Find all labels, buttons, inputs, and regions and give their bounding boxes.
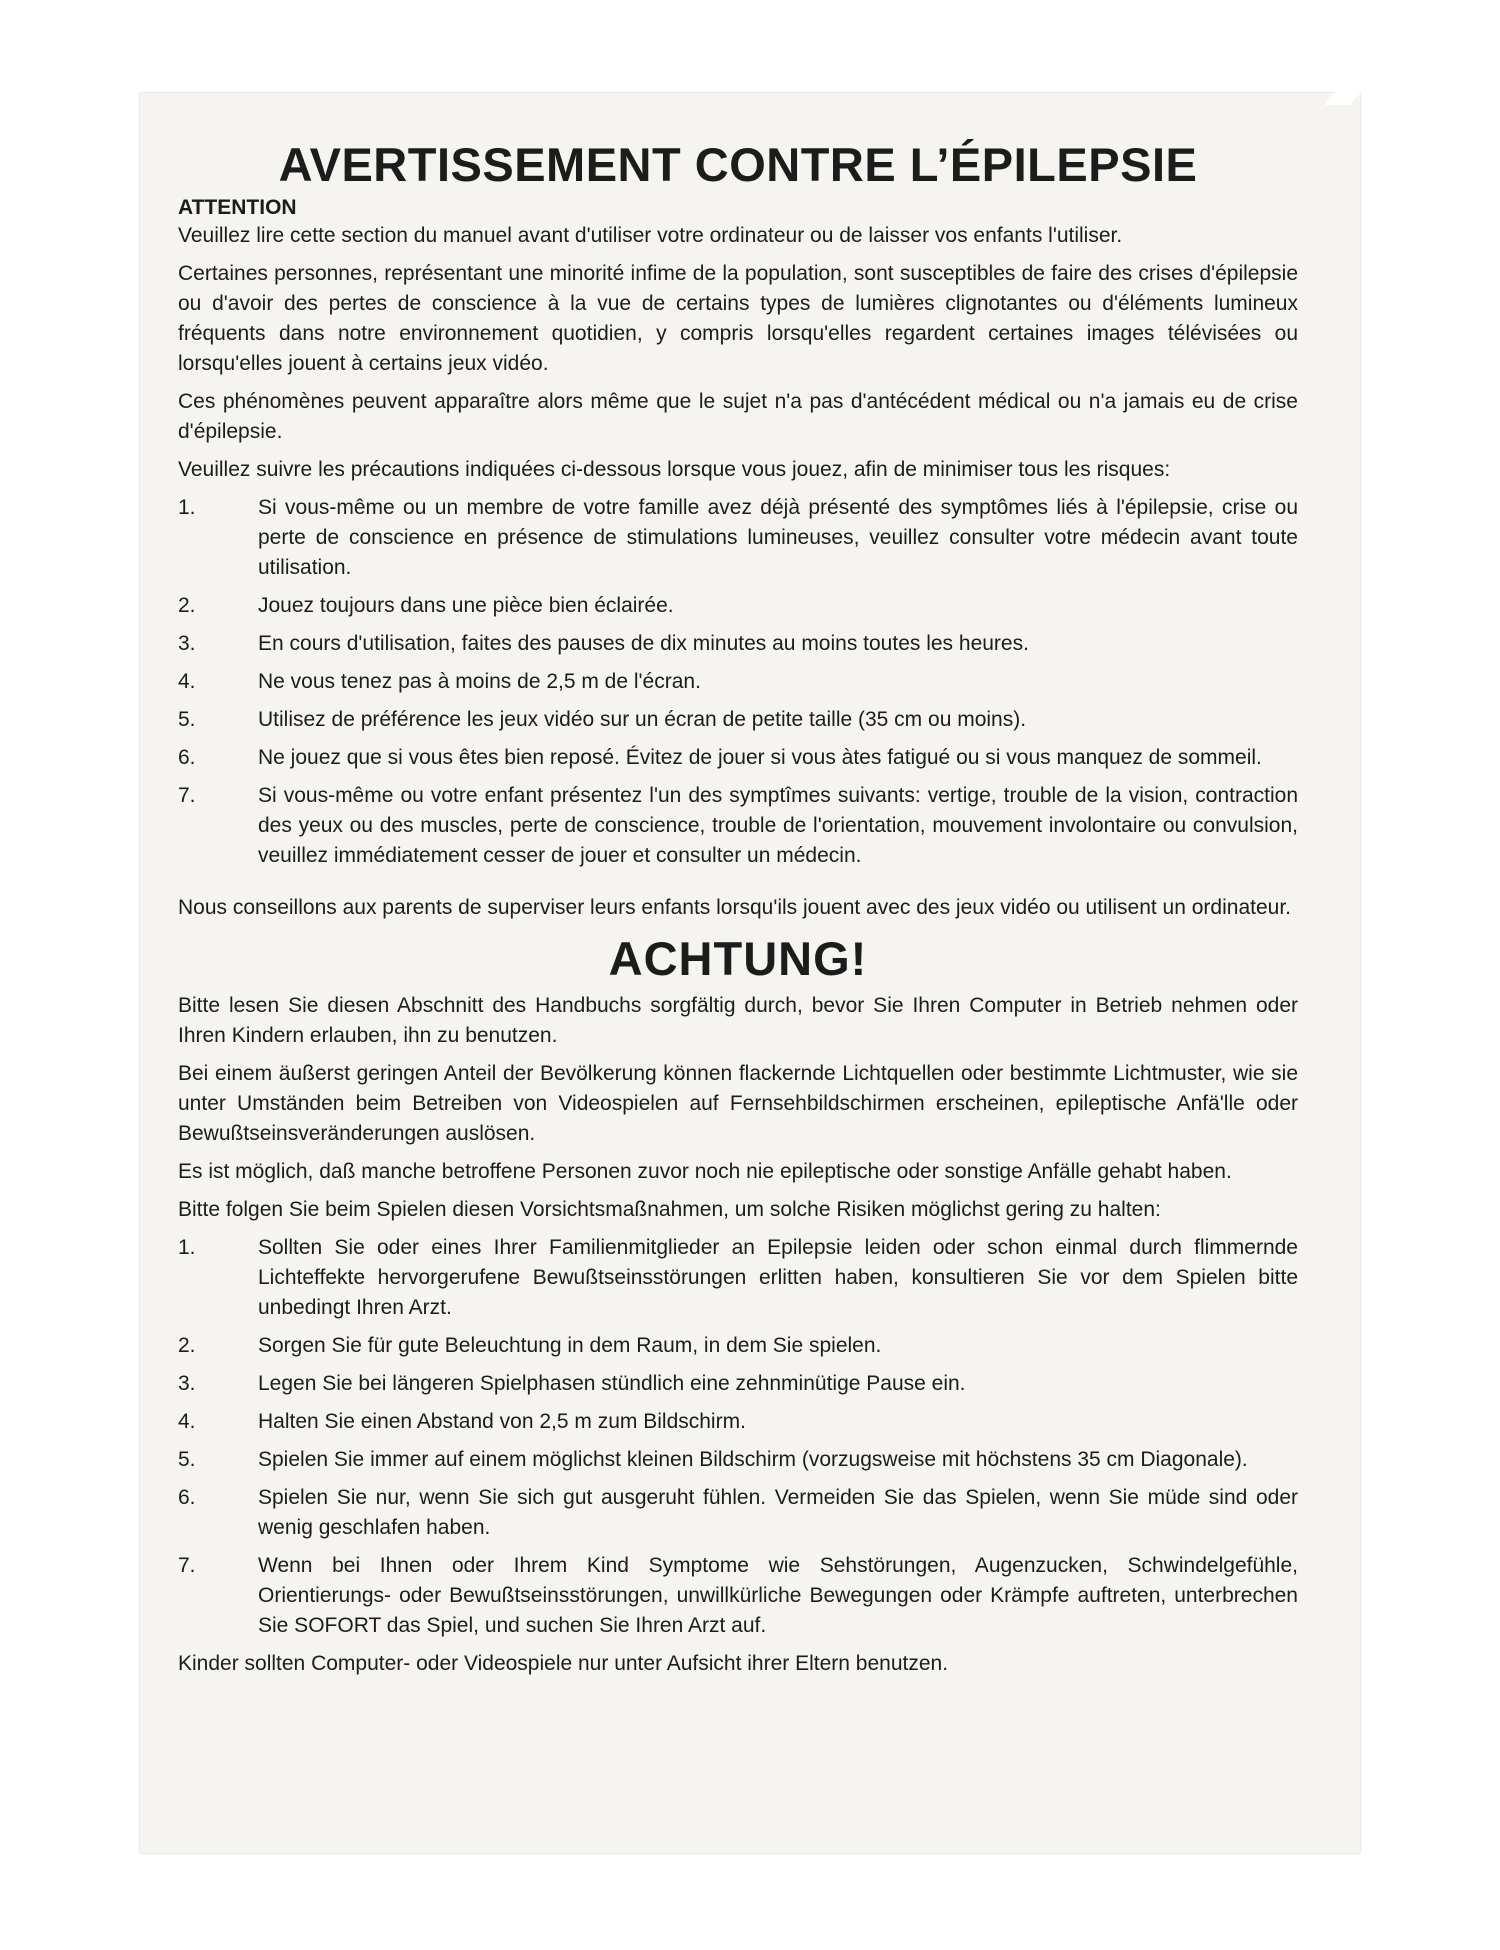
list-item bbox=[178, 667, 1298, 697]
list-item-number: 4. bbox=[178, 1410, 196, 1433]
list-item-number: 5. bbox=[178, 708, 196, 731]
list-item bbox=[178, 781, 1298, 871]
list-item-number: 2. bbox=[178, 1334, 196, 1357]
list-item-number: 5. bbox=[178, 1448, 196, 1471]
french-paragraph-3: Ces phénomènes peuvent apparaître alors même que le sujet n'a pas d'antécédent médical ou n'a jamais eu de crise d'épilepsie. bbox=[178, 390, 1298, 443]
list-item-text: Ne jouez que si vous êtes bien reposé. Évitez de jouer si vous àtes fatigué ou si vous manquez de sommeil. bbox=[258, 746, 1262, 769]
list-item-text: Sollten Sie oder eines Ihrer Familienmitglieder an Epilepsie leiden oder schon einmal durch flimmernde Lichteffekte hervorgerufene Bewußtseinsstörungen erlitten haben, konsultieren Sie vor dem Spielen bitte unbedingt Ihren Arzt. bbox=[258, 1236, 1298, 1319]
french-paragraph-1: Veuillez lire cette section du manuel avant d'utiliser votre ordinateur ou de laisser vos enfants l'utiliser. bbox=[178, 224, 1123, 247]
list-item-number: 2. bbox=[178, 594, 196, 617]
list-item-number: 3. bbox=[178, 632, 196, 655]
list-item bbox=[178, 493, 1298, 583]
german-title: ACHTUNG! bbox=[608, 932, 868, 985]
list-item-text: Si vous-même ou votre enfant présentez l'un des symptîmes suivants: vertige, trouble de la vision, contraction des yeux ou des muscles, perte de conscience, trouble de l'orientation, mouvement involontaire ou convulsion, veuillez immédiatement cesser de jouer et consulter un médecin. bbox=[258, 784, 1298, 867]
list-item-text: Ne vous tenez pas à moins de 2,5 m de l'écran. bbox=[258, 670, 701, 693]
list-item bbox=[178, 629, 1298, 659]
german-precautions-list bbox=[178, 1233, 1298, 1641]
french-title: AVERTISSEMENT CONTRE L’ÉPILEPSIE bbox=[278, 138, 1198, 191]
list-item bbox=[178, 1407, 1298, 1437]
list-item-number: 7. bbox=[178, 1554, 196, 1577]
list-item-number: 3. bbox=[178, 1372, 196, 1395]
list-item bbox=[178, 1483, 1298, 1543]
list-item bbox=[178, 591, 1298, 621]
list-item bbox=[178, 1445, 1298, 1475]
list-item-number: 1. bbox=[178, 496, 196, 519]
list-item-text: Wenn bei Ihnen oder Ihrem Kind Symptome wie Sehstörungen, Augenzucken, Schwindelgefühle, Orientierungs- oder Bewußtseinsstörungen, unwillkürliche Bewegungen oder Krämpfe auftreten, unterbrechen Sie SOFORT das Spiel, und suchen Sie Ihren Arzt auf. bbox=[258, 1554, 1298, 1637]
german-paragraph-3: Es ist möglich, daß manche betroffene Personen zuvor noch nie epileptische oder sonstige Anfälle gehabt haben. bbox=[178, 1160, 1232, 1183]
list-item-number: 7. bbox=[178, 784, 196, 807]
list-item bbox=[178, 743, 1298, 773]
corner-fold bbox=[1324, 91, 1362, 105]
list-item-text: Halten Sie einen Abstand von 2,5 m zum Bildschirm. bbox=[258, 1410, 746, 1433]
list-item bbox=[178, 705, 1298, 735]
list-item-text: Legen Sie bei längeren Spielphasen stündlich eine zehnminütige Pause ein. bbox=[258, 1372, 966, 1395]
german-closing: Kinder sollten Computer- oder Videospiele nur unter Aufsicht ihrer Eltern benutzen. bbox=[178, 1652, 949, 1675]
french-paragraph-2: Certaines personnes, représentant une minorité infime de la population, sont susceptibles de faire des crises d'épilepsie ou d'avoir des pertes de conscience à la vue de certains types de lumières clignotantes ou d'éléments lumineux fréquents dans notre environnement quotidien, y compris lorsqu'elles regardent certaines images télévisées ou lorsqu'elles jouent à certains jeux vidéo. bbox=[178, 262, 1298, 375]
list-item-text: Jouez toujours dans une pièce bien éclairée. bbox=[258, 594, 674, 617]
german-paragraph-4: Bitte folgen Sie beim Spielen diesen Vorsichtsmaßnahmen, um solche Risiken möglichst gering zu halten: bbox=[178, 1198, 1161, 1221]
list-item-number: 6. bbox=[178, 746, 196, 769]
german-paragraph-2: Bei einem äußerst geringen Anteil der Bevölkerung können flackernde Lichtquellen oder bestimmte Lichtmuster, wie sie unter Umständen beim Betreiben von Videospielen auf Fernsehbildschirmen erscheinen, epileptische Anfä'lle oder Bewußtseinsveränderungen auslösen. bbox=[178, 1062, 1298, 1145]
french-precautions-list bbox=[178, 493, 1298, 871]
document-sheet bbox=[140, 93, 1360, 1853]
list-item-number: 4. bbox=[178, 670, 196, 693]
list-item-text: Si vous-même ou un membre de votre famille avez déjà présenté des symptômes liés à l'épilepsie, crise ou perte de conscience en présence de stimulations lumineuses, veuillez consulter votre médecin avant toute utilisation. bbox=[258, 496, 1298, 579]
list-item-text: Spielen Sie immer auf einem möglichst kleinen Bildschirm (vorzugsweise mit höchstens 35 cm Diagonale). bbox=[258, 1448, 1248, 1471]
list-item-number: 6. bbox=[178, 1486, 196, 1509]
list-item-text: En cours d'utilisation, faites des pauses de dix minutes au moins toutes les heures. bbox=[258, 632, 1029, 655]
list-item bbox=[178, 1369, 1298, 1399]
list-item bbox=[178, 1331, 1298, 1361]
spacer bbox=[178, 879, 1298, 893]
list-item-text: Sorgen Sie für gute Beleuchtung in dem Raum, in dem Sie spielen. bbox=[258, 1334, 882, 1357]
document-content bbox=[178, 139, 1298, 1687]
list-item-text: Spielen Sie nur, wenn Sie sich gut ausgeruht fühlen. Vermeiden Sie das Spielen, wenn Sie müde sind oder wenig geschlafen haben. bbox=[258, 1486, 1298, 1539]
french-paragraph-4: Veuillez suivre les précautions indiquées ci-dessous lorsque vous jouez, afin de minimiser tous les risques: bbox=[178, 458, 1171, 481]
list-item bbox=[178, 1233, 1298, 1323]
french-closing: Nous conseillons aux parents de superviser leurs enfants lorsqu'ils jouent avec des jeux vidéo ou utilisent un ordinateur. bbox=[178, 896, 1291, 919]
german-paragraph-1: Bitte lesen Sie diesen Abschnitt des Handbuchs sorgfältig durch, bevor Sie Ihren Computer in Betrieb nehmen oder Ihren Kindern erlauben, ihn zu benutzen. bbox=[178, 994, 1298, 1047]
list-item bbox=[178, 1551, 1298, 1641]
list-item-number: 1. bbox=[178, 1236, 196, 1259]
list-item-text: Utilisez de préférence les jeux vidéo sur un écran de petite taille (35 cm ou moins). bbox=[258, 708, 1027, 731]
french-attention-heading: ATTENTION bbox=[178, 196, 297, 219]
